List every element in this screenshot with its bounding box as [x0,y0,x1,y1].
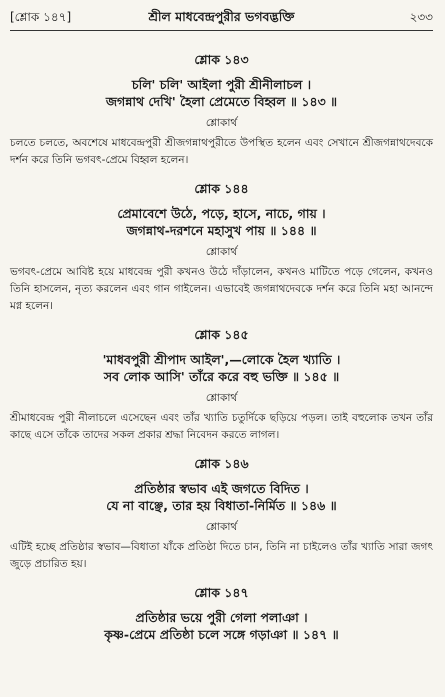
translation-heading: শ্লোকার্থ [205,246,238,258]
verse-number: শ্লোক ১৪৬ [194,456,249,471]
verse-block-145 [10,327,433,444]
translation-text: ভগবৎ-প্রেমে আবিষ্ট হয়ে মাধবেন্দ্র পুরী কখনও উঠে দাঁড়ালেন, কখনও মাটিতে পড়ে গেলেন, কখনও তিনি হাসলেন, নৃত্য করলেন এবং গান গাইলেন। এভাবেই জগন্নাথদেবকে দর্শন করে তিনি মহা আনন্দে মগ্ন হলেন। [10,266,433,312]
translation-text: চলতে চলতে, অবশেষে মাধবেন্দ্রপুরী শ্রীজগন্নাথপুরীতে উপস্থিত হলেন এবং সেখানে শ্রীজগন্নাথদেবকে দর্শন করে তিনি ভগবৎ-প্রেমে বিহ্বল হলেন। [10,137,433,166]
translation-heading: শ্লোকার্থ [205,392,238,404]
verse-block-146 [10,456,433,573]
page-number: ২৩৩ [409,10,433,24]
running-header [10,9,433,31]
translation-text: এটিই হচ্ছে প্রতিষ্ঠার স্বভাব—বিধাতা যাঁকে প্রতিষ্ঠা দিতে চান, তিনি না চাইলেও তাঁর খ্যাতি সারা জগৎ জুড়ে প্রচারিত হয়। [10,541,433,570]
header-rule [10,30,433,31]
verse-block-144 [10,181,433,315]
translation-text: শ্রীমাধবেন্দ্র পুরী নীলাচলে এসেছেন এবং তাঁর খ্যাতি চতুর্দিকে ছড়িয়ে পড়ল। তাই বহুলোক তখন তাঁর কাছে এসে তাঁকে তাদের সকল প্রকার শ্রদ্ধা নিবেদন করতে লাগল। [10,412,433,441]
verse-line-1: প্রতিষ্ঠার স্বভাব এই জগতে বিদিত । [134,481,309,496]
verse-block-147 [10,585,433,643]
verse-block-143 [10,52,433,169]
header-verse-ref: [শ্লোক ১৪৭] [10,10,72,24]
verse-line-2: জগন্নাথ দেখি' হৈলা প্রেমেতে বিহ্বল ॥ ১৪৩ ॥ [105,94,338,109]
header-title: শ্রীল মাধবেন্দ্রপুরীর ভগবদ্ভক্তি [148,9,295,24]
verse-line-2: কৃষ্ণ-প্রেমে প্রতিষ্ঠা চলে সঙ্গে গড়াঞা ॥ ১৪৭ ॥ [104,627,339,642]
verse-line-1: চলি' চলি' আইলা পুরী শ্রীনীলাচল । [131,77,312,92]
translation-heading: শ্লোকার্থ [205,117,238,129]
verse-number: শ্লোক ১৪৪ [194,181,249,196]
verse-number: শ্লোক ১৪৩ [194,52,249,67]
verse-number: শ্লোক ১৪৫ [194,327,249,342]
verse-line-1: 'মাধবপুরী শ্রীপাদ আইল',—লোকে হৈল খ্যাতি । [102,352,341,367]
verse-number: শ্লোক ১৪৭ [194,585,249,600]
verse-line-1: প্রতিষ্ঠার ভয়ে পুরী গেলা পলাঞা । [135,610,308,625]
verse-line-2: জগন্নাথ-দরশনে মহাসুখ পায় ॥ ১৪৪ ॥ [126,223,317,238]
verse-line-2: সব লোক আসি' তাঁরে করে বহু ভক্তি ॥ ১৪৫ ॥ [103,369,340,384]
verse-line-2: যে না বাঞ্ছে, তার হয় বিধাতা-নির্মিত ॥ ১৪৬ ॥ [106,498,337,513]
page-content [10,52,433,643]
translation-heading: শ্লোকার্থ [205,521,238,533]
verse-line-1: প্রেমাবেশে উঠে, পড়ে, হাসে, নাচে, গায় । [117,206,326,221]
